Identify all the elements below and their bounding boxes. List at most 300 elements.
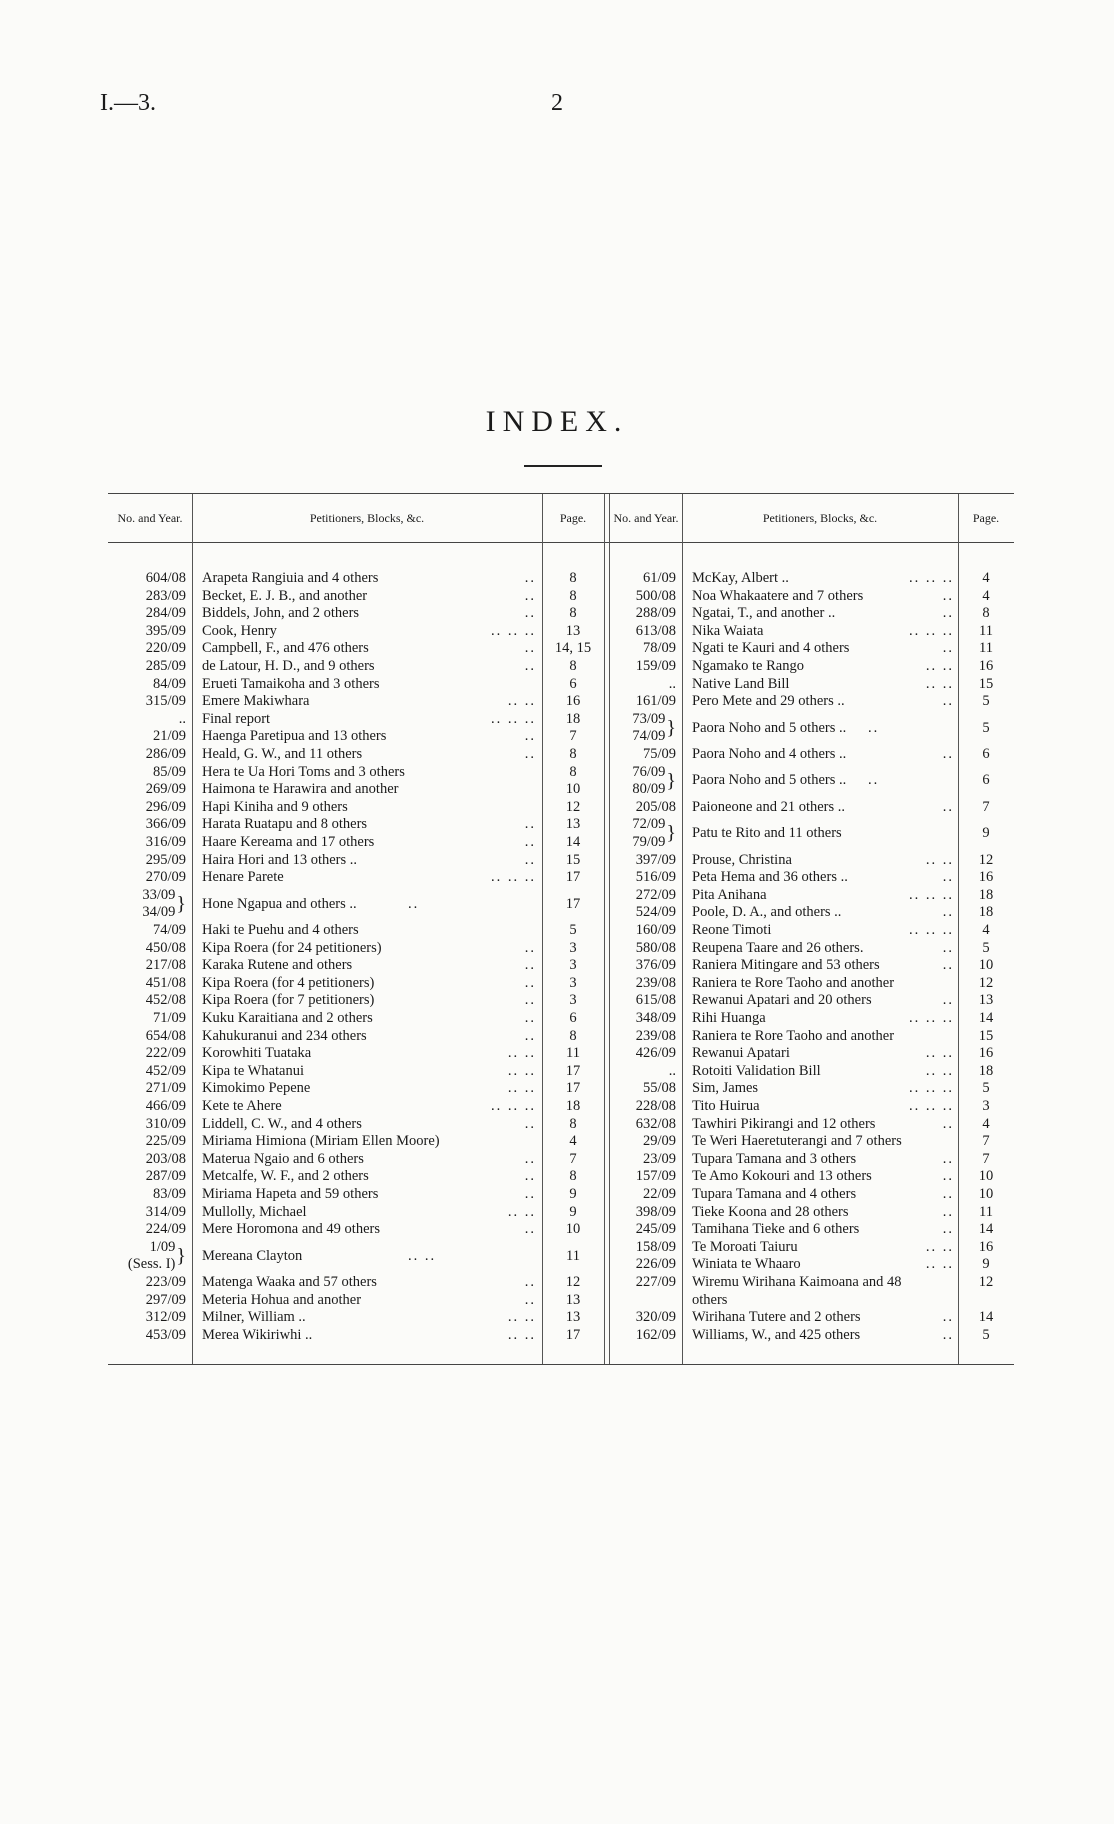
entry-number-year: 297/09 <box>145 1291 186 1308</box>
brace-glyph: } <box>666 822 676 845</box>
index-entry-row <box>108 852 1014 870</box>
entry-petitioner-text: Rewanui Apatari <box>692 1045 790 1062</box>
entry-page: 5 <box>982 693 990 710</box>
entry-petitioner-text: Kipa Roera (for 24 petitioners) <box>202 939 382 956</box>
entry-page: 6 <box>569 675 577 692</box>
entry-number-year: 217/08 <box>145 957 186 974</box>
entry-number-year: 220/09 <box>145 640 186 657</box>
entry-petitioner-text: Biddels, John, and 2 others <box>202 605 360 622</box>
entry-number-year: 450/08 <box>145 939 186 956</box>
entry-petitioner-text: Metcalfe, W. F., and 2 others <box>202 1168 369 1185</box>
entry-petitioner-text: Te Weri Haeretuterangi and 7 others <box>692 1133 902 1150</box>
entry-number-year <box>610 816 676 851</box>
entry-page: 12 <box>978 974 994 991</box>
leader-dots: .. <box>942 798 954 815</box>
entry-petitioner-text: Rotoiti Validation Bill <box>692 1062 821 1079</box>
entry-page: 5 <box>982 1080 990 1097</box>
index-entry-row <box>108 1010 1014 1028</box>
leader-dots: .. .. <box>408 1247 437 1264</box>
entry-number-year: 85/09 <box>152 763 186 780</box>
index-entry-row <box>108 1098 1014 1116</box>
entry-page: 17 <box>565 1080 581 1097</box>
entry-petitioner-text: Campbell, F., and 476 others <box>202 640 369 657</box>
leader-dots: .. <box>942 1309 954 1326</box>
leader-dots: .. <box>524 834 536 850</box>
entry-page: 12 <box>565 1274 581 1290</box>
entry-number-year: 632/08 <box>635 1115 676 1132</box>
entry-page: 7 <box>569 1150 577 1167</box>
entry-number-line: 72/09 <box>632 816 666 833</box>
entry-petitioner-text: Paora Noho and 4 others .. <box>692 746 847 762</box>
entry-petitioner-text: Milner, William .. <box>202 1309 306 1326</box>
entry-page: 18 <box>978 904 994 921</box>
entry-page: 9 <box>982 825 990 842</box>
entry-page: 14 <box>978 1221 994 1238</box>
index-entry-row <box>108 904 1014 922</box>
entry-petitioner-text: Tupara Tamana and 4 others <box>692 1186 857 1202</box>
entry-petitioner-text: Kete te Ahere <box>202 1098 282 1114</box>
index-entry-row <box>108 764 1014 799</box>
index-entry-row <box>108 1063 1014 1081</box>
entry-number-year: 310/09 <box>145 1115 186 1132</box>
entry-number-year: 160/09 <box>635 922 676 938</box>
entry-petitioner-text: Wirihana Tutere and 2 others <box>692 1309 861 1326</box>
entry-petitioner-text: Rihi Huanga <box>692 1010 766 1026</box>
entry-petitioner-text: Kahukuranui and 234 others <box>202 1027 367 1044</box>
entry-number-year: 23/09 <box>642 1150 676 1167</box>
entry-page: 13 <box>565 622 581 639</box>
index-entry-row <box>108 658 1014 676</box>
entry-petitioner-text: Sim, James <box>692 1080 759 1097</box>
entry-page: 8 <box>569 587 577 604</box>
entry-number-year: .. <box>668 675 676 692</box>
entry-petitioner-text: Native Land Bill <box>692 675 790 692</box>
entry-number-year: 224/09 <box>145 1221 186 1238</box>
entry-page: 5 <box>982 939 990 956</box>
index-entry-row <box>108 1151 1014 1169</box>
entry-number-year: 271/09 <box>145 1080 186 1097</box>
entry-number-year: 296/09 <box>145 798 186 815</box>
entry-page: 12 <box>978 851 994 868</box>
entry-petitioner <box>688 975 960 993</box>
entry-page: 11 <box>979 622 993 639</box>
entry-page: 8 <box>982 605 990 622</box>
entry-page: 18 <box>565 710 581 727</box>
entry-petitioner-text: Meteria Hohua and another <box>202 1291 362 1308</box>
entry-number-year: 74/09 <box>152 922 186 938</box>
entry-page: 5 <box>569 922 577 938</box>
leader-dots: .. .. .. <box>909 1010 954 1026</box>
entry-petitioner-text: Raniera te Rore Taoho and another <box>692 974 895 991</box>
entry-page: 8 <box>569 1168 577 1185</box>
entry-page: 9 <box>569 1203 577 1220</box>
entry-petitioner-text: Ngati te Kauri and 4 others <box>692 640 850 657</box>
leader-dots: .. <box>942 1150 954 1167</box>
entry-number-year: 315/09 <box>145 693 186 710</box>
leader-dots: .. <box>942 1221 954 1238</box>
entry-page: 10 <box>565 781 581 798</box>
entry-number-year: 451/08 <box>145 974 186 991</box>
entry-petitioner-text: Noa Whakaatere and 7 others <box>692 587 864 604</box>
entry-petitioner-text: Williams, W., and 425 others <box>692 1326 861 1343</box>
leader-dots: .. .. .. <box>909 886 954 903</box>
leader-dots: .. .. <box>507 1309 536 1326</box>
index-entry-row <box>108 957 1014 975</box>
entry-number-year: 158/09 <box>635 1238 676 1255</box>
entry-number-year: 162/09 <box>635 1326 676 1343</box>
entry-page: 16 <box>978 1045 994 1062</box>
entry-page: 7 <box>569 728 577 745</box>
entry-page: 3 <box>569 992 577 1009</box>
entry-petitioner-text: Kuku Karaitiana and 2 others <box>202 1010 373 1026</box>
index-entry-row <box>108 1080 1014 1098</box>
entry-number-year: 75/09 <box>642 746 676 762</box>
entry-petitioner-text: Ngatai, T., and another .. <box>692 605 836 622</box>
entry-petitioner-text: Arapeta Rangiuia and 4 others <box>202 570 379 586</box>
entry-petitioner-text: Tupara Tamana and 3 others <box>692 1150 857 1167</box>
leader-dots: .. <box>942 992 954 1009</box>
entry-page: 4 <box>982 587 990 604</box>
entry-petitioner-text: Hapi Kiniha and 9 others <box>202 798 348 815</box>
entry-number-year: 21/09 <box>152 728 186 745</box>
entry-petitioner-text: Ngamako te Rango <box>692 658 804 674</box>
leader-dots: .. .. <box>925 1256 954 1273</box>
document-reference: I.—3. <box>100 90 156 116</box>
leader-dots: .. <box>868 719 880 736</box>
leader-dots: .. .. <box>507 1326 536 1343</box>
entry-page: 16 <box>978 1238 994 1255</box>
entry-number-year: 580/08 <box>635 939 676 956</box>
leader-dots: .. .. <box>925 1045 954 1062</box>
entry-number-year: 157/09 <box>635 1168 676 1185</box>
entry-page: 18 <box>978 886 994 903</box>
entry-petitioner-text: Wiremu Wirihana Kaimoana and 48 <box>692 1274 902 1290</box>
entry-petitioner-text: Raniera te Rore Taoho and another <box>692 1027 895 1044</box>
leader-dots: .. .. <box>507 1080 536 1097</box>
leader-dots: .. <box>524 605 536 622</box>
entry-petitioner-text: McKay, Albert .. <box>692 570 789 586</box>
entry-page: 8 <box>569 605 577 622</box>
entry-page: 3 <box>982 1098 990 1114</box>
entry-number-year: 524/09 <box>635 904 676 921</box>
leader-dots: .. <box>524 1274 536 1290</box>
index-entry-row <box>108 605 1014 623</box>
index-entry-row <box>108 693 1014 711</box>
entry-page: 8 <box>569 763 577 780</box>
leader-dots: .. .. .. <box>491 622 536 639</box>
entry-number-year: 395/09 <box>145 622 186 639</box>
entry-petitioner-text: Kimokimo Pepene <box>202 1080 311 1097</box>
entry-petitioner-text: Kipa Roera (for 4 petitioners) <box>202 974 375 991</box>
index-entry-row <box>108 1186 1014 1204</box>
index-entry-row <box>108 1045 1014 1063</box>
entry-number-year: 203/08 <box>145 1150 186 1167</box>
entry-petitioner-text: Raniera Mitingare and 53 others <box>692 957 880 974</box>
entry-page: 8 <box>569 1115 577 1132</box>
entry-page: 11 <box>979 640 993 657</box>
entry-number-year <box>610 764 676 799</box>
leader-dots: .. <box>524 658 536 674</box>
entry-page: 10 <box>978 957 994 974</box>
index-entry-row <box>108 1028 1014 1046</box>
entry-number-year: 615/08 <box>635 992 676 1009</box>
entry-page: 14 <box>565 834 581 850</box>
entry-page: 17 <box>565 1326 581 1343</box>
entry-petitioner-text: Paora Noho and 5 others .. <box>692 719 847 736</box>
entry-petitioner-text: Kipa Roera (for 7 petitioners) <box>202 992 375 1009</box>
entry-number-year: 320/09 <box>635 1309 676 1326</box>
leader-dots: .. <box>524 939 536 956</box>
entry-number-year: 269/09 <box>145 781 186 798</box>
entry-petitioner-text: Haimona te Harawira and another <box>202 781 399 798</box>
leader-dots: .. <box>524 1186 536 1202</box>
entry-page: 13 <box>565 1291 581 1308</box>
index-entry-row <box>108 1256 1014 1274</box>
entry-number-line: 1/09 <box>149 1238 176 1255</box>
entry-petitioner <box>688 1028 960 1046</box>
entry-number-year: 227/09 <box>635 1274 676 1290</box>
entry-number-year: 71/09 <box>152 1010 186 1026</box>
entry-page: 4 <box>982 922 990 938</box>
index-entry-row <box>108 869 1014 887</box>
entry-number-year: 22/09 <box>642 1186 676 1202</box>
leader-dots: .. <box>942 605 954 622</box>
entry-petitioner-text: Haki te Puehu and 4 others <box>202 922 359 938</box>
entry-petitioner-text: Kipa te Whatanui <box>202 1062 305 1079</box>
entry-number-year: 285/09 <box>145 658 186 674</box>
entry-petitioner-text: Pita Anihana <box>692 886 767 903</box>
entry-number-year: 225/09 <box>145 1133 186 1150</box>
entry-number-line: 34/09 <box>142 904 176 921</box>
entry-petitioner-text: Winiata te Whaaro <box>692 1256 801 1273</box>
leader-dots: .. <box>868 772 880 789</box>
col-header-no-year-left: No. and Year. <box>117 510 183 525</box>
entry-petitioner <box>688 1292 960 1310</box>
leader-dots: .. <box>524 1115 536 1132</box>
entry-number-year: 348/09 <box>635 1010 676 1026</box>
entry-page: 3 <box>569 974 577 991</box>
leader-dots: .. .. .. <box>909 622 954 639</box>
leader-dots <box>868 816 954 851</box>
entry-petitioner-text: Pero Mete and 29 others .. <box>692 693 845 710</box>
entry-number-year: 83/09 <box>152 1186 186 1202</box>
entry-petitioner-text: Te Moroati Taiuru <box>692 1238 798 1255</box>
entry-page: 5 <box>982 1326 990 1343</box>
leader-dots: .. <box>524 851 536 868</box>
leader-dots: .. <box>524 1150 536 1167</box>
index-entry-row <box>108 1292 1014 1310</box>
entry-petitioner <box>688 1274 960 1292</box>
leader-dots: .. .. <box>925 851 954 868</box>
leader-dots: .. <box>408 895 420 912</box>
entry-page: 4 <box>982 570 990 586</box>
entry-page: 17 <box>565 895 581 912</box>
entry-number-year: 84/09 <box>152 675 186 692</box>
entry-petitioner-text: Mereana Clayton <box>202 1247 303 1264</box>
entry-page: 3 <box>569 939 577 956</box>
leader-dots: .. .. <box>507 693 536 710</box>
index-entry-row <box>108 992 1014 1010</box>
entry-number-line: 33/09 <box>142 886 176 903</box>
leader-dots: .. <box>524 1168 536 1185</box>
entry-number-year: 426/09 <box>635 1045 676 1062</box>
index-entry-row <box>108 922 1014 940</box>
entry-number-line: 73/09 <box>632 710 666 727</box>
entry-page: 7 <box>982 798 990 815</box>
entry-page: 18 <box>978 1062 994 1079</box>
leader-dots: .. <box>524 746 536 762</box>
leader-dots: .. <box>524 728 536 745</box>
entry-page: 14 <box>978 1309 994 1326</box>
leader-dots: .. .. .. <box>491 710 536 727</box>
index-entry-row <box>108 1221 1014 1239</box>
entry-petitioner-text: Erueti Tamaikoha and 3 others <box>202 675 380 692</box>
leader-dots: .. <box>524 992 536 1009</box>
entry-petitioner-text: Paioneone and 21 others .. <box>692 798 846 815</box>
entry-petitioner-text: others <box>692 1291 728 1308</box>
entry-petitioner-text: de Latour, H. D., and 9 others <box>202 658 375 674</box>
entry-number-year: 284/09 <box>145 605 186 622</box>
entry-page: 10 <box>978 1168 994 1185</box>
entry-petitioner-text: Becket, E. J. B., and another <box>202 587 368 604</box>
entry-petitioner-text: Harata Ruatapu and 8 others <box>202 816 368 833</box>
entry-page: 4 <box>982 1115 990 1132</box>
index-entry-row <box>108 746 1014 764</box>
entry-petitioner-text: Miriama Himiona (Miriam Ellen Moore) <box>202 1133 440 1150</box>
entry-number-year: 228/08 <box>635 1098 676 1114</box>
entry-page: 7 <box>982 1150 990 1167</box>
leader-dots: .. .. <box>507 1062 536 1079</box>
entry-page: 9 <box>982 1256 990 1273</box>
leader-dots: .. .. <box>925 1062 954 1079</box>
entry-number-year: 270/09 <box>145 869 186 886</box>
leader-dots: .. .. <box>925 675 954 692</box>
entry-number-year: 452/08 <box>145 992 186 1009</box>
entry-number-line: 79/09 <box>632 833 666 850</box>
entry-petitioner-text: Mere Horomona and 49 others <box>202 1221 380 1238</box>
entry-number-year: 226/09 <box>635 1256 676 1273</box>
leader-dots: .. <box>942 1115 954 1132</box>
entry-petitioner-text: Korowhiti Tuataka <box>202 1045 312 1062</box>
leader-dots: .. <box>524 816 536 833</box>
entry-number-year: 604/08 <box>145 570 186 586</box>
entry-petitioner-text: Patu te Rito and 11 others <box>692 825 842 842</box>
entry-page: 5 <box>982 719 990 736</box>
entry-petitioner-text: Matenga Waaka and 57 others <box>202 1274 377 1290</box>
index-entry-row <box>108 1168 1014 1186</box>
leader-dots: .. <box>942 587 954 604</box>
entry-petitioner-text: Nika Waiata <box>692 622 764 639</box>
index-entry-row <box>108 570 1014 588</box>
entry-petitioner-text: Prouse, Christina <box>692 851 792 868</box>
entry-petitioner-text: Henare Parete <box>202 869 284 886</box>
entry-number-year <box>610 711 676 746</box>
entry-number-year: 397/09 <box>635 851 676 868</box>
page-number: 2 <box>551 90 563 116</box>
entry-page: 11 <box>566 1247 580 1264</box>
entry-number-year: 316/09 <box>145 834 186 850</box>
leader-dots: .. <box>942 1326 954 1343</box>
entry-number-year: 286/09 <box>145 746 186 762</box>
entry-number-year: 205/08 <box>635 798 676 815</box>
leader-dots: .. <box>942 957 954 974</box>
col-header-page-left: Page. <box>559 510 587 525</box>
entry-number-year: 159/09 <box>635 658 676 674</box>
entry-page: 17 <box>565 1062 581 1079</box>
entry-page: 8 <box>569 658 577 674</box>
entry-page: 12 <box>565 798 581 815</box>
entry-number-year: 29/09 <box>642 1133 676 1150</box>
entry-number-year: 222/09 <box>145 1045 186 1062</box>
index-entry-row <box>108 1204 1014 1222</box>
entry-page: 15 <box>978 1027 994 1044</box>
entry-page: 4 <box>569 1133 577 1150</box>
entry-petitioner-text: Paora Noho and 5 others .. <box>692 772 847 789</box>
entry-petitioner-text: Haira Hori and 13 others .. <box>202 851 358 868</box>
entry-petitioner-text: Tieke Koona and 28 others <box>692 1203 849 1220</box>
entry-page: 15 <box>565 851 581 868</box>
index-entry-row <box>108 940 1014 958</box>
entry-number-year: 287/09 <box>145 1168 186 1185</box>
leader-dots: .. <box>524 974 536 991</box>
col-header-page-right: Page. <box>972 510 1000 525</box>
leader-dots: .. .. .. <box>909 1080 954 1097</box>
entry-petitioner-text: Haare Kereama and 17 others <box>202 834 375 850</box>
leader-dots: .. <box>942 939 954 956</box>
entry-number-year: 453/09 <box>145 1326 186 1343</box>
entry-number-year: 295/09 <box>145 851 186 868</box>
index-entry-row <box>108 1116 1014 1134</box>
leader-dots: .. .. .. <box>491 869 536 886</box>
entry-petitioner-text: Rewanui Apatari and 20 others <box>692 992 872 1009</box>
entry-number-year: 245/09 <box>635 1221 676 1238</box>
entry-page: 12 <box>978 1274 994 1290</box>
entry-number-year: 272/09 <box>635 886 676 903</box>
entry-number-year: 466/09 <box>145 1098 186 1114</box>
leader-dots: .. <box>524 957 536 974</box>
leader-dots: .. .. <box>925 1238 954 1255</box>
entry-number-line: (Sess. I) <box>127 1256 176 1273</box>
leader-dots: .. <box>524 587 536 604</box>
leader-dots: .. <box>524 1027 536 1044</box>
entry-page: 11 <box>566 1045 580 1062</box>
brace-glyph: } <box>666 769 676 792</box>
entry-page: 8 <box>569 746 577 762</box>
leader-dots: .. <box>942 693 954 710</box>
entry-petitioner-text: Hone Ngapua and others .. <box>202 895 357 912</box>
entry-page: 10 <box>978 1186 994 1202</box>
entry-petitioner-text: Tito Huirua <box>692 1098 760 1114</box>
title-rule <box>524 465 602 467</box>
entry-number-year: 161/09 <box>635 693 676 710</box>
leader-dots: .. <box>524 1291 536 1308</box>
entry-petitioner-text: Reupena Taare and 26 others. <box>692 939 864 956</box>
leader-dots: .. .. .. <box>491 1098 536 1114</box>
entry-number-line: 76/09 <box>632 763 666 780</box>
entry-petitioner-text: Peta Hema and 36 others .. <box>692 869 848 886</box>
entry-petitioner-text: Heald, G. W., and 11 others <box>202 746 363 762</box>
entry-petitioner-text: Hera te Ua Hori Toms and 3 others <box>202 763 405 780</box>
leader-dots: .. .. <box>507 1203 536 1220</box>
index-entry-row <box>108 975 1014 993</box>
index-entry-row <box>108 799 1014 817</box>
entry-petitioner-text: Cook, Henry <box>202 622 277 639</box>
leader-dots: .. .. <box>925 658 954 674</box>
index-entry-row <box>108 623 1014 641</box>
entry-number-year: 61/09 <box>642 570 676 586</box>
entry-page: 6 <box>982 772 990 789</box>
index-entry-row <box>108 1274 1014 1292</box>
